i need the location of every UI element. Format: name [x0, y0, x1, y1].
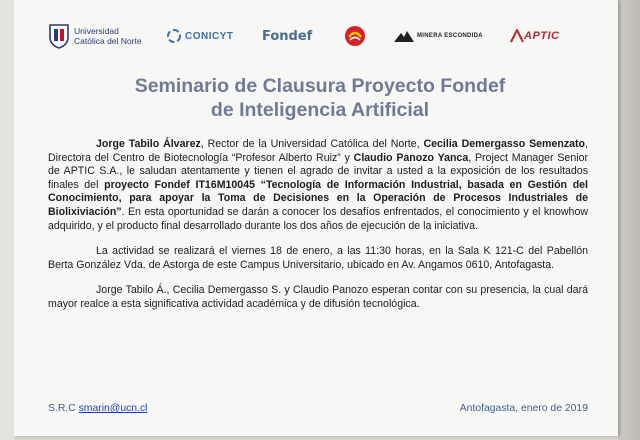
- name-director: Cecilia Demergasso Semenzato: [423, 138, 586, 150]
- rsvp-label: S.R.C: [48, 403, 79, 414]
- text-project-description: . En esta oportunidad se darán a conocer los desafíos enfrentados, el conocimiento y el knowhow adquirido, y el producto final desarrollado durante los dos años de ejecución de la iniciativa.: [48, 205, 588, 232]
- ucn-logo-text: [74, 26, 142, 46]
- text-rector-role: , Rector de la Universidad Católica del Norte,: [200, 138, 424, 150]
- page-title: [60, 74, 580, 122]
- ucn-logo-line1: Universidad: [74, 26, 119, 36]
- ucn-shield-icon: [48, 23, 70, 49]
- background-left: [0, 0, 14, 440]
- project-title: proyecto Fondef IT16M10045 “Tecnología de Información Industrial, basada en Gestión del Conocimiento, para apoyar la Toma de Decisiones en la Operación de Procesos Industriales de Biolixiviación”: [48, 178, 588, 218]
- footer-rsvp: [48, 403, 147, 414]
- background-right: [618, 0, 640, 440]
- mountain-icon: [394, 30, 414, 42]
- minera-escondida-logo: [394, 18, 483, 54]
- name-rector: Jorge Tabilo Álvarez: [96, 138, 201, 150]
- fondef-logo: [262, 18, 312, 54]
- place-date: Antofagasta, enero de 2019: [459, 403, 588, 414]
- aptic-logo-text: APTIC: [524, 30, 560, 42]
- text-director-role: , Directora del Centro de Biotecnología “Profesor Alberto Ruiz” y: [48, 138, 588, 164]
- paragraph-invitation: [48, 138, 588, 233]
- logo-bar: [32, 18, 592, 54]
- red-circle-logo-icon: [344, 25, 366, 47]
- paragraph-closing: Jorge Tabilo Á., Cecilia Demergasso S. y Claudio Panozo esperan contar con su presencia, la cual dará mayor realce a esta significativa actividad académica y de difusión tecnológica.: [48, 284, 588, 310]
- invitation-body: [48, 138, 588, 324]
- conicyt-logo-text: CONICYT: [185, 30, 234, 42]
- fondef-logo-text: Fondef: [262, 28, 313, 44]
- paragraph-event-details: La actividad se realizará el viernes 18 de enero, a las 11:30 horas, en la Sala K 121-C del Pabellón Berta González Vda. de Astorga de este Campus Universitario, ubicado en Av. Angamos 0610, Antofagasta.: [48, 245, 588, 271]
- title-line2: de Inteligencia Artificial: [210, 99, 430, 121]
- ucn-logo: [48, 18, 142, 54]
- aptic-mark-icon: [510, 29, 524, 43]
- ucn-logo-line2: Católica del Norte: [74, 36, 142, 46]
- minera-escondida-text: MINERA ESCONDIDA: [417, 33, 483, 39]
- title-line1: Seminario de Clausura Proyecto Fondef: [134, 75, 506, 97]
- rsvp-email-link[interactable]: smarin@ucn.cl: [78, 403, 148, 414]
- red-round-logo: [344, 18, 366, 54]
- conicyt-swirl-icon: [166, 28, 182, 44]
- name-manager: Claudio Panozo Yanca: [353, 151, 469, 164]
- conicyt-logo: [166, 18, 234, 54]
- aptic-logo: [510, 18, 560, 54]
- text-manager-role: , Project Manager Senior de APTIC S.A., le saludan atentamente y tienen el agrado de invitar a usted a la exposición de los resultados finales del: [48, 151, 588, 191]
